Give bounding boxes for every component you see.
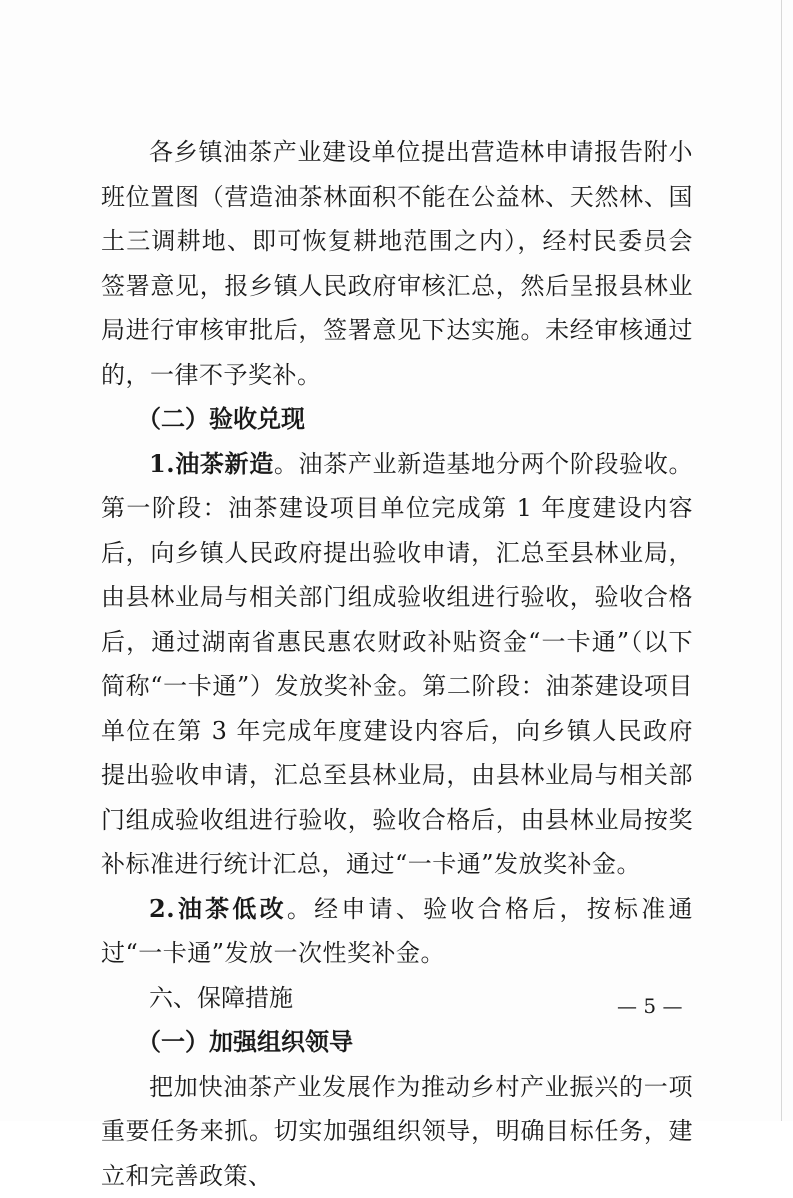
document-body bbox=[101, 130, 693, 1198]
section-heading-safeguards: 六、保障措施 bbox=[101, 976, 693, 1021]
paragraph-leadership: 把加快油茶产业发展作为推动乡村产业振兴的一项重要任务来抓。切实加强组织领导，明确目标任务，建立和完善政策、 bbox=[101, 1065, 693, 1198]
paragraph-approval: 各乡镇油茶产业建设单位提出营造林申请报告附小班位置图（营造油茶林面积不能在公益林、天然林、国土三调耕地、即可恢复耕地范围之内），经村民委员会签署意见，报乡镇人民政府审核汇总，然后呈报县林业局进行审核审批后，签署意见下达实施。未经审核通过的，一律不予奖补。 bbox=[101, 130, 693, 397]
section-heading-acceptance: （二）验收兑现 bbox=[101, 397, 693, 442]
paragraph-new-planting bbox=[101, 442, 693, 887]
paragraph-low-yield-reform bbox=[101, 887, 693, 976]
paragraph-new-planting-lead: 1.油茶新造 bbox=[149, 449, 274, 478]
paragraph-low-yield-reform-text: 。经申请、验收合格后，按标准通过“一卡通”发放一次性奖补金。 bbox=[101, 895, 693, 968]
paragraph-new-planting-text: 。油茶产业新造基地分两个阶段验收。第一阶段：油茶建设项目单位完成第 1 年度建设内容后，向乡镇人民政府提出验收申请，汇总至县林业局，由县林业局与相关部门组成验收组进行验收，验收合格后，通过湖南省惠民惠农财政补贴资金“一卡通”（以下简称“一卡通”）发放奖补金。第二阶段：油茶建设项目单位在第 3 年完成年度建设内容后，向乡镇人民政府提出验收申请，汇总至县林业局，由县林业局与相关部门组成验收组进行验收，验收合格后，由县林业局按奖补标准进行统计汇总，通过“一卡通”发放奖补金。 bbox=[101, 450, 693, 879]
page-number: — 5 — bbox=[617, 994, 682, 1018]
scan-edge-line bbox=[781, 0, 782, 1121]
subsection-heading-leadership: （一）加强组织领导 bbox=[101, 1020, 693, 1065]
paragraph-low-yield-reform-lead: 2.油茶低改 bbox=[149, 894, 287, 923]
